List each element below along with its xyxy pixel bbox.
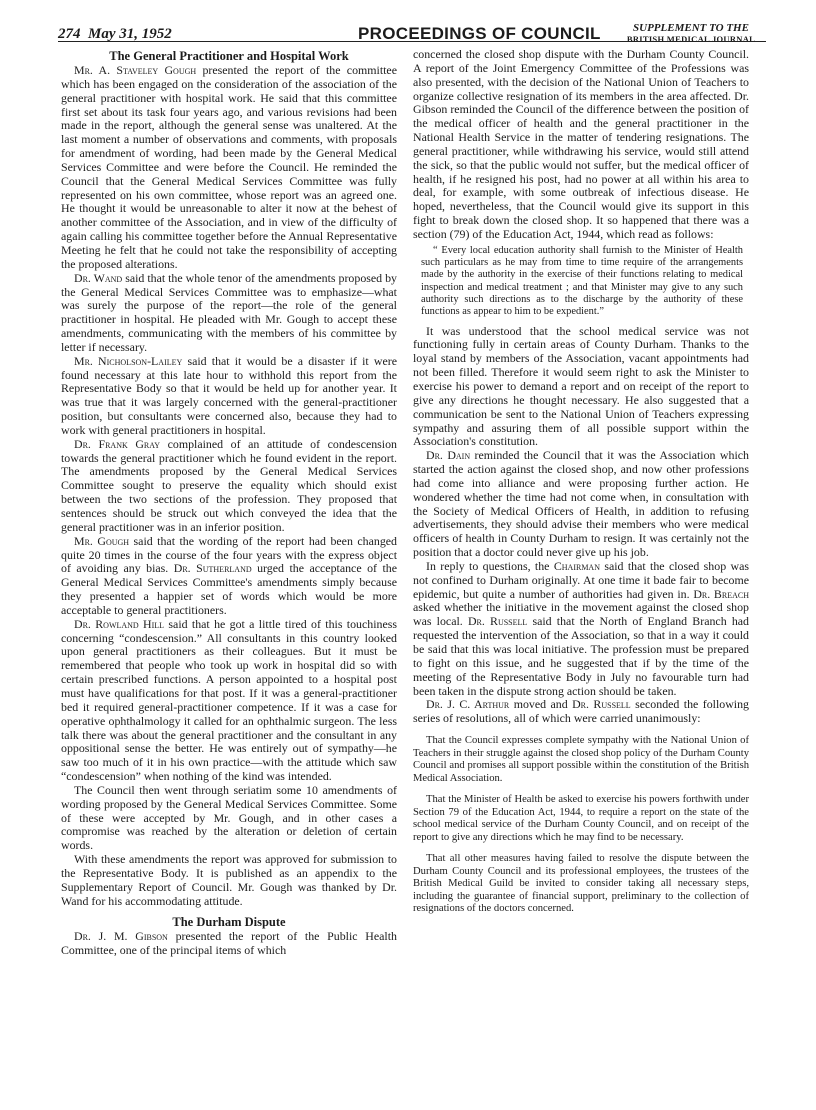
spacer bbox=[413, 844, 749, 853]
speaker-name: Dr. Wand bbox=[74, 270, 123, 285]
supplement-line-2: BRITISH MEDICAL JOURNAL bbox=[626, 34, 756, 44]
speaker-name: Mr. Nicholson-Lailey bbox=[74, 353, 183, 368]
paragraph: It was understood that the school medical service was not functioning fully in certain areas of County Durham. Thanks to the loyal stand by members of the Association, vacant appointments had not been filled. Therefore it would seem right to ask the Minister to exercise his power to demand a report and on receipt of the report to give any directions he thought necessary. He also suggested that a communication be sent to the National Union of Teachers expressing sympathy and assuring them of all possible support within the Association's constitution. bbox=[413, 323, 749, 449]
page-number: 274 bbox=[58, 26, 81, 42]
speaker-name: Dr. Frank Gray bbox=[74, 436, 161, 451]
paragraph bbox=[61, 930, 397, 958]
paragraph: The Council then went through seriatim some 10 amendments of wording proposed by the General Medical Services Committee. Some of these were accepted by Mr. Gough, and in other cases a compromise was reached by the alteration or deletion of certain words. bbox=[61, 782, 397, 853]
paragraph bbox=[61, 355, 397, 438]
paragraph-text: complained of an attitude of condescension towards the general practitioner which he found evident in the report. The amendments proposed by the General Medical Services Committee sought to preserve the equality which should exist between the two sections of the profession. They proposed that sentences should be struck out which conveyed the idea that the general practitioner was in an inferior position. bbox=[61, 436, 397, 534]
statute-quote: “ Every local education authority shall furnish to the Minister of Health such particulars as he may from time to time require of the arrangements made by the authority in the exercise of their functions relating to medical inspection and medical treatment ; and that Minister may give to any such authority such directions as to the discharge by the authority of these functions as appear to him to be expedient.” bbox=[421, 244, 743, 318]
paragraph bbox=[61, 64, 397, 272]
section-heading-gp-hospital: The General Practitioner and Hospital Work bbox=[109, 49, 349, 63]
spacer bbox=[413, 785, 749, 794]
header-rule bbox=[58, 41, 766, 42]
paragraph-text: said that the closed shop was not confined to Durham originally. At one time it bade fair to become epidemic, but quite a number of authorities had given in. bbox=[413, 558, 749, 601]
paragraph bbox=[61, 272, 397, 355]
paragraph-text: said that the North of England Branch had requested the intervention of the Association, so that in a way it could be said that this was local initiative. The profession must be prepared to fight on this issue, and he suggested that if by the time of the meeting of the Representative Body in July no favourable turn had been taken in the dispute strong action should be taken. bbox=[413, 614, 749, 698]
speaker-name: Dr. J. M. Gibson bbox=[74, 929, 168, 944]
paragraph-text: moved and bbox=[509, 697, 573, 712]
issue-date: May 31, 1952 bbox=[88, 26, 172, 42]
resolutions bbox=[413, 726, 749, 916]
speaker-name: Dr. Sutherland bbox=[173, 561, 252, 576]
paragraph bbox=[61, 535, 397, 618]
left-column bbox=[61, 48, 397, 958]
paragraph-text: presented the report of the Public Health Committee, one of the principal items of which bbox=[61, 929, 397, 958]
paragraph: With these amendments the report was approved for submission to the Representative Body. It is published as an appendix to the Supplementary Report of Council. Mr. Gough was thanked by Dr. Wand for his accommodating attitude. bbox=[61, 852, 397, 908]
paragraph: concerned the closed shop dispute with the Durham County Council. A report of the Joint Emergency Committee of the Professions was also presented, with the decision of the National Union of Teachers to organize collective resignation of its members in the area affected. Dr. Gibson reminded the Council of the difference between the position of the medical officer of health and the general practitioner in the National Health Service in the matter of tendering resignations. The general practitioner, while withdrawing his service, would still attend the sick, so that the public would not suffer, but the medical officer of health, if he resigned his post, had no power at all within his area to deal, for example, with some outbreak of infectious disease. He hoped, nevertheless, that the Council would give its support in this fight to break down the closed shop. It so happened that there was a section (79) of the Education Act, 1944, which read as follows: bbox=[413, 47, 749, 241]
speaker-name: Mr. A. Staveley Gough bbox=[74, 63, 197, 77]
paragraph-text: said that it would be a disaster if it were found necessary at this late hour to withhold this report from the Representative Body so that it would be held up for another year. It was true that it was largely concerned with the general-practitioner position, but consultants were concerned also, because they had to work with general practitioners in hospital. bbox=[61, 353, 397, 437]
running-title: PROCEEDINGS OF COUNCIL bbox=[358, 24, 601, 43]
paragraph bbox=[61, 438, 397, 535]
spacer bbox=[413, 726, 749, 735]
resolution-3: That all other measures having failed to resolve the dispute between the Durham County Council and its professional employees, the trustees of the British Medical Guild be invited to consider taking all necessary steps, including the guarantee of financial support, preliminary to the collection of resignations of the doctors concerned. bbox=[413, 853, 749, 915]
paragraph-text: In reply to questions, the bbox=[426, 558, 554, 573]
paragraph-text: said that he got a little tired of this touchiness concerning “condescension.” All consultants in this country looked upon general practitioners as their colleagues. But it must be remembered that people who took up work in hospital did so with certain prescribed functions. A person appointed to a hospital post must have qualifications for that post. If it was a general-practitioner bed it required general-practitioner competence. If it was a case for operative ophthalmology it called for an ophthalmic surgeon. The less talk there was about the general practitioner and the consultant in any oppositional sense the better. He was entirely out of sympathy—he saw too much of it in his own practice—with the attitude which saw “condescension” when nothing of the kind was intended. bbox=[61, 616, 397, 784]
paragraph-text: asked whether the initiative in the movement against the closed shop was local. bbox=[413, 600, 749, 629]
paragraph bbox=[413, 560, 749, 698]
resolution-1: That the Council expresses complete sympathy with the National Union of Teachers in their struggle against the closed shop policy of the Durham County Council and promises all support possible within the constitution of the British Medical Association. bbox=[413, 735, 749, 784]
resolution-2: That the Minister of Health be asked to exercise his powers forthwith under Section 79 of the Education Act, 1944, to require a report on the state of the school medical service of the Durham County Council, and on receipt of the report to give any directions which he may find to be necessary. bbox=[413, 794, 749, 843]
speaker-name: Dr. Russell bbox=[467, 614, 528, 629]
speaker-name: Dr. Rowland Hill bbox=[74, 616, 165, 631]
paragraph bbox=[413, 449, 749, 560]
paragraph-text: reminded the Council that it was the Association which started the action against the closed shop, and now other professions had come into alliance and were proposing further action. He wondered whether the time had not come when, in consultation with the Society of Medical Officers of Health, in addition to refusing advertisements, they should advise their members who were medical officers of health in County Durham to resign. It was certainly not the position that a doctor could never give up his job. bbox=[413, 448, 749, 560]
paragraph-text: presented the report of the committee which has been engaged on the consideration of the association of the general practitioner with hospital work. He said that this committee first set about its task four years ago, and various revisions had been made in the report, although the general sense was unaltered. At the last moment a number of observations and comments, with proposals for amendment of wording, had been made by the General Medical Services Committee and were before the Council. He reminded the Council that the General Medical Services Committee was fully represented on his own committee, whose report was an agreed one. He thought it would be unreasonable to alter it now at the behest of another committee of the Association, and in view of the difficulty of again calling his committee together before the Annual Representative Meeting he felt that he could not take the responsibility of accepting the proposed alterations. bbox=[61, 63, 397, 271]
section-heading-durham: The Durham Dispute bbox=[172, 915, 286, 930]
paragraph-text: said that the wording of the report had been changed quite 20 times in the course of the four years with the express object of avoiding any bias. bbox=[61, 533, 397, 576]
paragraph-text: said that the whole tenor of the amendments proposed by the General Medical Services Committee was to emphasize—what was surely the purpose of the report—the role of the general practitioner in hospital. He pleaded with Mr. Gough to accept these amendments, communicating with the members of his committee by letter if necessary. bbox=[61, 270, 397, 354]
speaker-name: Chairman bbox=[553, 558, 600, 573]
speaker-name: Dr. Dain bbox=[426, 448, 471, 463]
speaker-name: Dr. Breach bbox=[693, 586, 749, 601]
speaker-name: Mr. Gough bbox=[74, 533, 130, 548]
paragraph-text: urged the acceptance of the General Medical Services Committee's amendments simply because they presented a happier set of words which would be more acceptable to general practitioners. bbox=[61, 561, 397, 617]
paragraph bbox=[61, 618, 397, 784]
speaker-name: Dr. J. C. Arthur bbox=[426, 697, 510, 712]
supplement-line-1: SUPPLEMENT TO THE bbox=[633, 22, 749, 34]
speaker-name: Dr. Russell bbox=[572, 697, 631, 712]
paragraph-text: seconded the following series of resolutions, all of which were carried unanimously: bbox=[413, 697, 749, 726]
right-column bbox=[413, 48, 749, 916]
paragraph bbox=[413, 698, 749, 726]
